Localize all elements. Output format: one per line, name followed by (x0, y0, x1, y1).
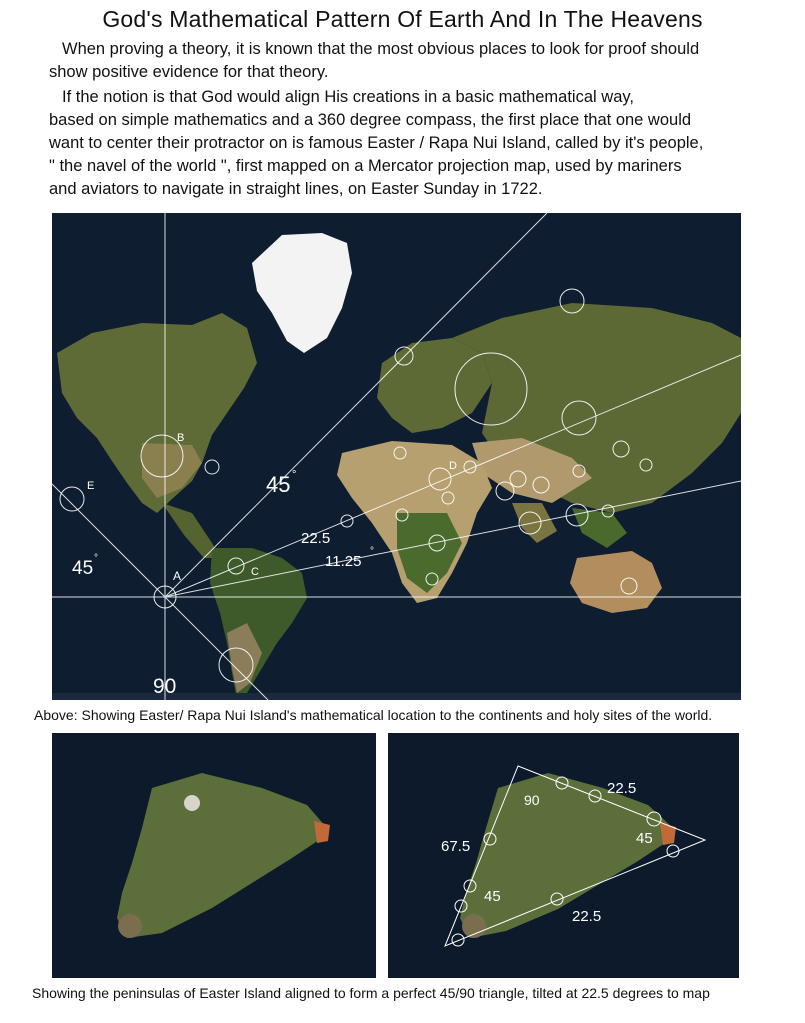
world-map-svg (52, 213, 741, 700)
tri-label-45-right: 45 (636, 830, 653, 847)
label-c: C (251, 566, 259, 578)
world-map-image (52, 213, 741, 700)
angle-label-45-upper: 45 (266, 472, 291, 497)
island-photo-left (52, 733, 376, 978)
page-title: God's Mathematical Pattern Of Earth And In The Heavens (102, 6, 703, 32)
angle-label-22-5: 22.5 (301, 530, 331, 547)
tri-label-45-bottom: 45 (484, 888, 501, 905)
world-map-caption: Above: Showing Easter/ Rapa Nui Island's mathematical location to the continents and holy sites of the world. (34, 707, 713, 723)
angle-label-11-25: 11.25 (325, 553, 362, 570)
angle-label-45-left: 45 (72, 558, 94, 579)
island-left-svg (52, 733, 376, 978)
tri-label-67-5: 67.5 (441, 838, 471, 855)
degree-symbol-upper: ° (292, 469, 297, 481)
island-caption: Showing the peninsulas of Easter Island aligned to form a perfect 45/90 triangle, tilted at 22.5 degrees to map (32, 985, 710, 1001)
angle-label-90: 90 (153, 675, 177, 698)
degree-symbol-11-25: ° (370, 546, 374, 557)
label-a: A (173, 569, 182, 583)
intro-line-7: and aviators to navigate in straight lines, on Easter Sunday in 1722. (49, 180, 543, 198)
intro-line-4: based on simple mathematics and a 360 degree compass, the first place that one would (49, 111, 692, 129)
intro-line-1: When proving a theory, it is known that the most obvious places to look for proof should (62, 40, 700, 58)
tri-label-90: 90 (524, 792, 540, 808)
label-b: B (177, 432, 185, 444)
intro-line-5: want to center their protractor on is famous Easter / Rapa Nui Island, called by it's people, (49, 134, 704, 152)
intro-line-3: If the notion is that God would align His creations in a basic mathematical way, (62, 88, 634, 106)
tri-label-22-5-top: 22.5 (607, 780, 637, 797)
label-d: D (449, 460, 457, 472)
degree-symbol-left: ° (94, 553, 98, 564)
intro-line-2: show positive evidence for that theory. (49, 63, 329, 81)
tri-label-22-5-bottom: 22.5 (572, 908, 602, 925)
label-e: E (87, 480, 95, 492)
island-photo-right (388, 733, 739, 978)
island-right-svg (388, 733, 739, 978)
intro-line-6: " the navel of the world ", first mapped on a Mercator projection map, used by mariners (49, 157, 682, 175)
